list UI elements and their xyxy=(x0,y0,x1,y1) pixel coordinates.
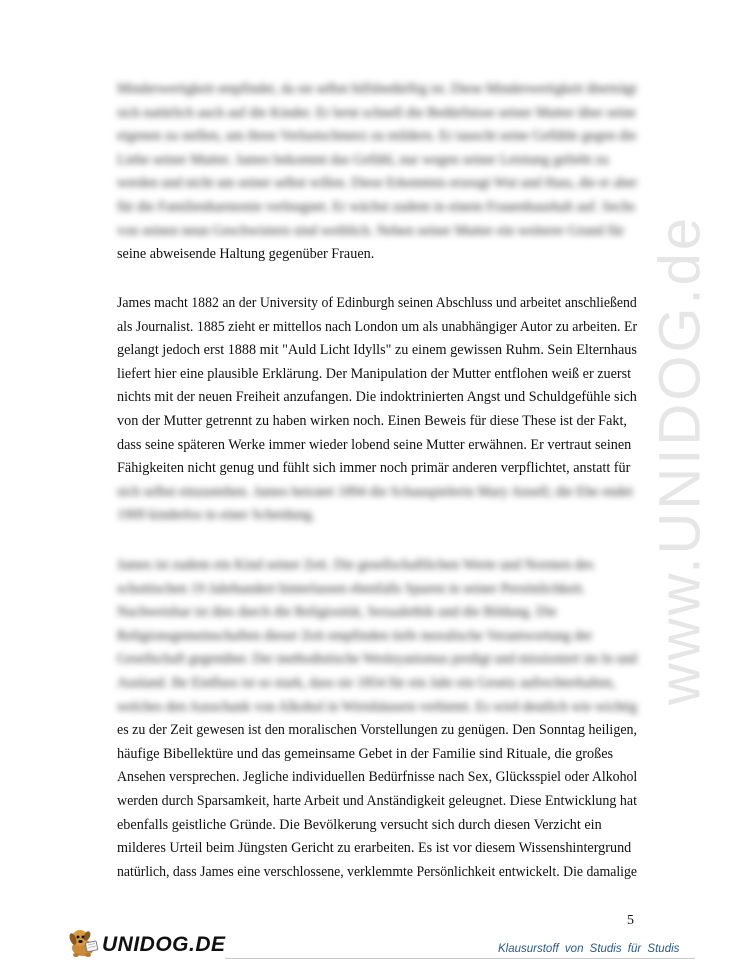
text-line: natürlich, dass James eine verschlossene, verklemmte Persönlichkeit entwickelt. Die damalige xyxy=(117,863,638,880)
text-line: häufige Bibellektüre und das gemeinsame Gebet in der Familie sind Rituale, die großes xyxy=(117,745,614,762)
text-line: Minderwertigkeit empfindet, da sie selbst hilfsbedürftig ist. Diese Minderwertigkeit überträgt xyxy=(117,81,637,97)
text-line: Ansehen versprechen. Jegliche individuellen Bedürfnisse nach Sex, Glücksspiel oder Alkohol xyxy=(117,769,638,786)
text-line: nichts mit der neuen Freiheit anzufangen. Die indoktrinierten Angst und Schuldgefühle sich xyxy=(117,389,637,406)
logo-text: UNIDOG.DE xyxy=(102,933,226,956)
text-line: seine abweisende Haltung gegenüber Frauen. xyxy=(117,246,375,263)
text-line: von der Mutter getrennt zu haben wirken noch. Einen Beweis für diese These ist der Fakt, xyxy=(117,413,627,429)
text-line: ebenfalls geistliche Gründe. Die Bevölkerung versucht sich durch diesen Verzicht ein xyxy=(117,816,602,833)
text-line: 1909 kinderlos in einer Scheidung. xyxy=(117,507,316,524)
text-line: welches den Ausschank von Alkohol in Wirtshäusern verbietet. Es wird deutlich wie wichtig xyxy=(117,698,638,715)
watermark: www.UNIDOG.de xyxy=(647,214,713,706)
text-line: von seinen neun Geschwistern sind weiblich. Neben seiner Mutter ein weiterer Grund für xyxy=(117,222,625,239)
text-line: Nachweisbar ist dies durch die Religiosität, Sexualethik und die Bildung. Die xyxy=(117,604,557,621)
unidog-logo xyxy=(66,925,226,961)
text-line: werden durch Sparsamkeit, harte Arbeit und Anständigkeit geleugnet. Diese Entwicklung hat xyxy=(117,793,637,809)
dog-mascot-icon xyxy=(66,926,100,960)
text-line: Religionsgemeinschaften dieser Zeit empfinden tiefe moralische Verantwortung der xyxy=(117,627,593,644)
text-line: James ist zudem ein Kind seiner Zeit. Die gesellschaftlichen Werte und Normen des xyxy=(117,557,594,573)
text-line: liefert hier eine plausible Erklärung. Der Manipulation der Mutter entflohen weiß er zuerst xyxy=(117,365,632,382)
text-line: als Journalist. 1885 zieht er mittellos nach London um als unabhängiger Autor zu arbeiten. Er xyxy=(117,318,638,335)
text-line: für die Familienharmonie verleugnet. Er wächst zudem in einem Frauenhaushalt auf. Sechs xyxy=(117,199,636,215)
text-line: Gesellschaft gegenüber. Der methodistische Wesleyanismus predigt und missioniert im In und xyxy=(117,651,638,668)
text-line: Fähigkeiten nicht genug und fühlt sich immer noch primär anderen verpflichtet, anstatt für xyxy=(117,460,631,477)
text-line: sich selbst einzustehen. James heiratet 1894 die Schauspielerin Mary Ansell; die Ehe endet xyxy=(117,483,633,500)
footer-tagline: Klausurstoff von Studis für Studis xyxy=(498,943,680,955)
text-line: schottischen 19 Jahrhundert hinterlassen ebenfalls Spuren in seiner Persönlichkeit. xyxy=(117,580,586,597)
text-line: es zu der Zeit gewesen ist den moralischen Vorstellungen zu genügen. Den Sonntag heiligen, xyxy=(117,722,638,739)
text-line: Ausland. Ihr Einfluss ist so stark, dass sie 1854 für ein Jahr ein Gesetz aufrechterhalten, xyxy=(117,675,616,691)
text-line: sich natürlich auch auf die Kinder. Er lernt schnell die Bedürfnisse seiner Mutter über seine xyxy=(117,104,636,121)
page-number: 5 xyxy=(627,913,634,928)
text-line: Liebe seiner Mutter. James bekommt das Gefühl, nur wegen seiner Leistung geliebt zu xyxy=(117,151,609,168)
footer-divider xyxy=(225,958,695,959)
text-line: milderes Urteil beim Jüngsten Gericht zu erarbeiten. Es ist vor diesem Wissenshintergrund xyxy=(117,840,632,857)
text-line: gelangt jedoch erst 1888 mit "Auld Licht Idylls" zu einem gewissen Ruhm. Sein Elternhaus xyxy=(117,342,637,359)
text-line: dass seine späteren Werke immer wieder lobend seine Mutter erwähnen. Er vertraut seinen xyxy=(117,436,632,453)
text-line: werden und nicht um seiner selbst willen. Diese Erkenntnis erzeugt Wut und Hass, die er aber xyxy=(117,175,638,192)
text-line: James macht 1882 an der University of Edinburgh seinen Abschluss und arbeitet anschließend xyxy=(117,295,637,311)
text-line: eigenen zu stellen, um ihren Verlustschmerz zu mildern. Er tauscht seine Gefühle gegen die xyxy=(117,128,637,145)
